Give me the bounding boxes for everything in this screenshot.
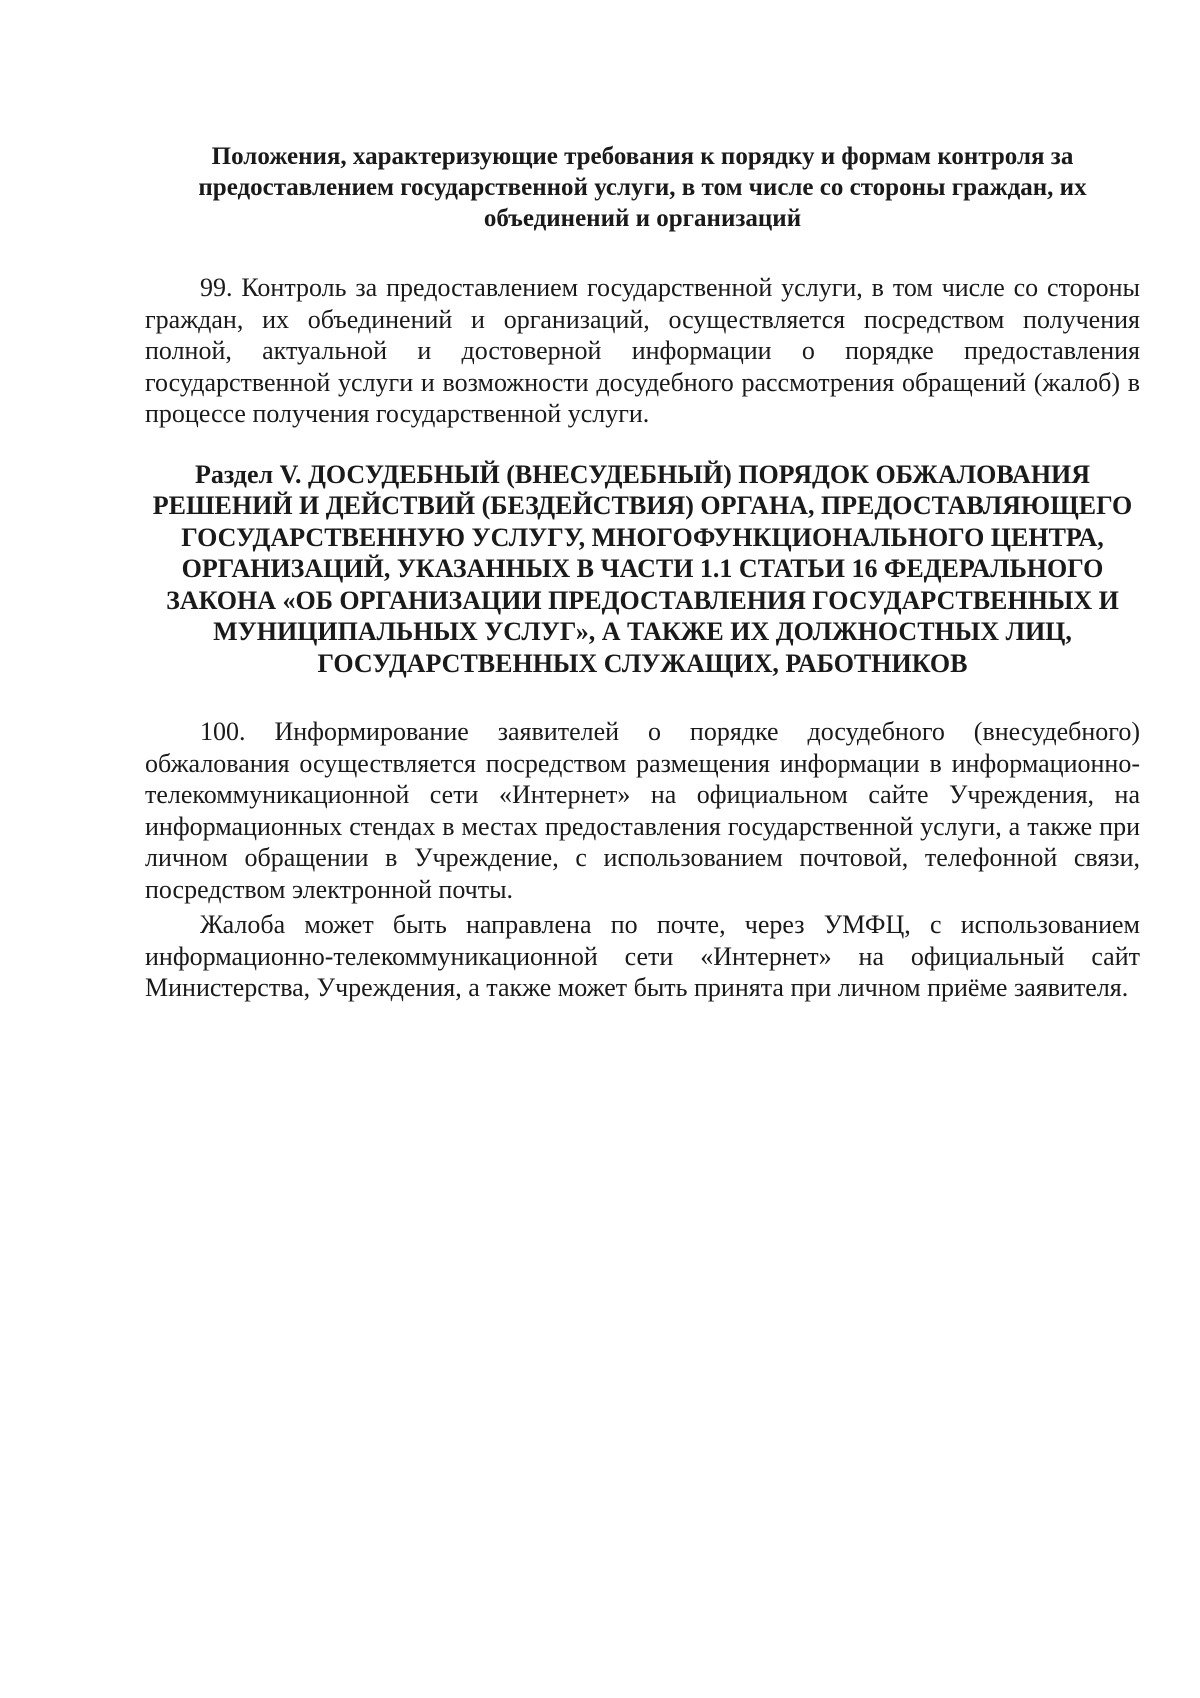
control-provisions-heading: Положения, характеризующие требования к порядку и формам контроля за предоставлением государственной услуги, в том числе со стороны граждан, их объединений и организаций (198, 143, 1087, 232)
paragraph-100: 100. Информирование заявителей о порядке досудебного (внесудебного) обжалования осуществляется посредством размещения информации в информационно-телекоммуникационной сети «Интернет» на официальном сайте Учреждения, на информационных стендах в местах предоставления государственной услуги, а также при личном обращении в Учреждение, с использованием почтовой, телефонной связи, посредством электронной почты. (145, 717, 1140, 904)
paragraph-complaint-submission: Жалоба может быть направлена по почте, через УМФЦ, с использованием информационно-телекоммуникационной сети «Интернет» на официальный сайт Министерства, Учреждения, а также может быть принята при личном приёме заявителя. (145, 910, 1140, 1002)
section-v-heading: Раздел V. ДОСУДЕБНЫЙ (ВНЕСУДЕБНЫЙ) ПОРЯДОК ОБЖАЛОВАНИЯ РЕШЕНИЙ И ДЕЙСТВИЙ (БЕЗДЕЙСТВИЯ) ОРГАНА, ПРЕДОСТАВЛЯЮЩЕГО ГОСУДАРСТВЕННУЮ УСЛУГУ, МНОГОФУНКЦИОНАЛЬНОГО ЦЕНТРА, ОРГАНИЗАЦИЙ, УКАЗАННЫХ В ЧАСТИ 1.1 СТАТЬИ 16 ФЕДЕРАЛЬНОГО ЗАКОНА «ОБ ОРГАНИЗАЦИИ ПРЕДОСТАВЛЕНИЯ ГОСУДАРСТВЕННЫХ И МУНИЦИПАЛЬНЫХ УСЛУГ», А ТАКЖЕ ИХ ДОЛЖНОСТНЫХ ЛИЦ, ГОСУДАРСТВЕННЫХ СЛУЖАЩИХ, РАБОТНИКОВ (152, 459, 1133, 678)
paragraph-99: 99. Контроль за предоставлением государственной услуги, в том числе со стороны граждан, их объединений и организаций, осуществляется посредством получения полной, актуальной и достоверной информации о порядке предоставления государственной услуги и возможности досудебного рассмотрения обращений (жалоб) в процессе получения государственной услуги. (145, 273, 1140, 428)
document-body (145, 141, 1140, 1004)
